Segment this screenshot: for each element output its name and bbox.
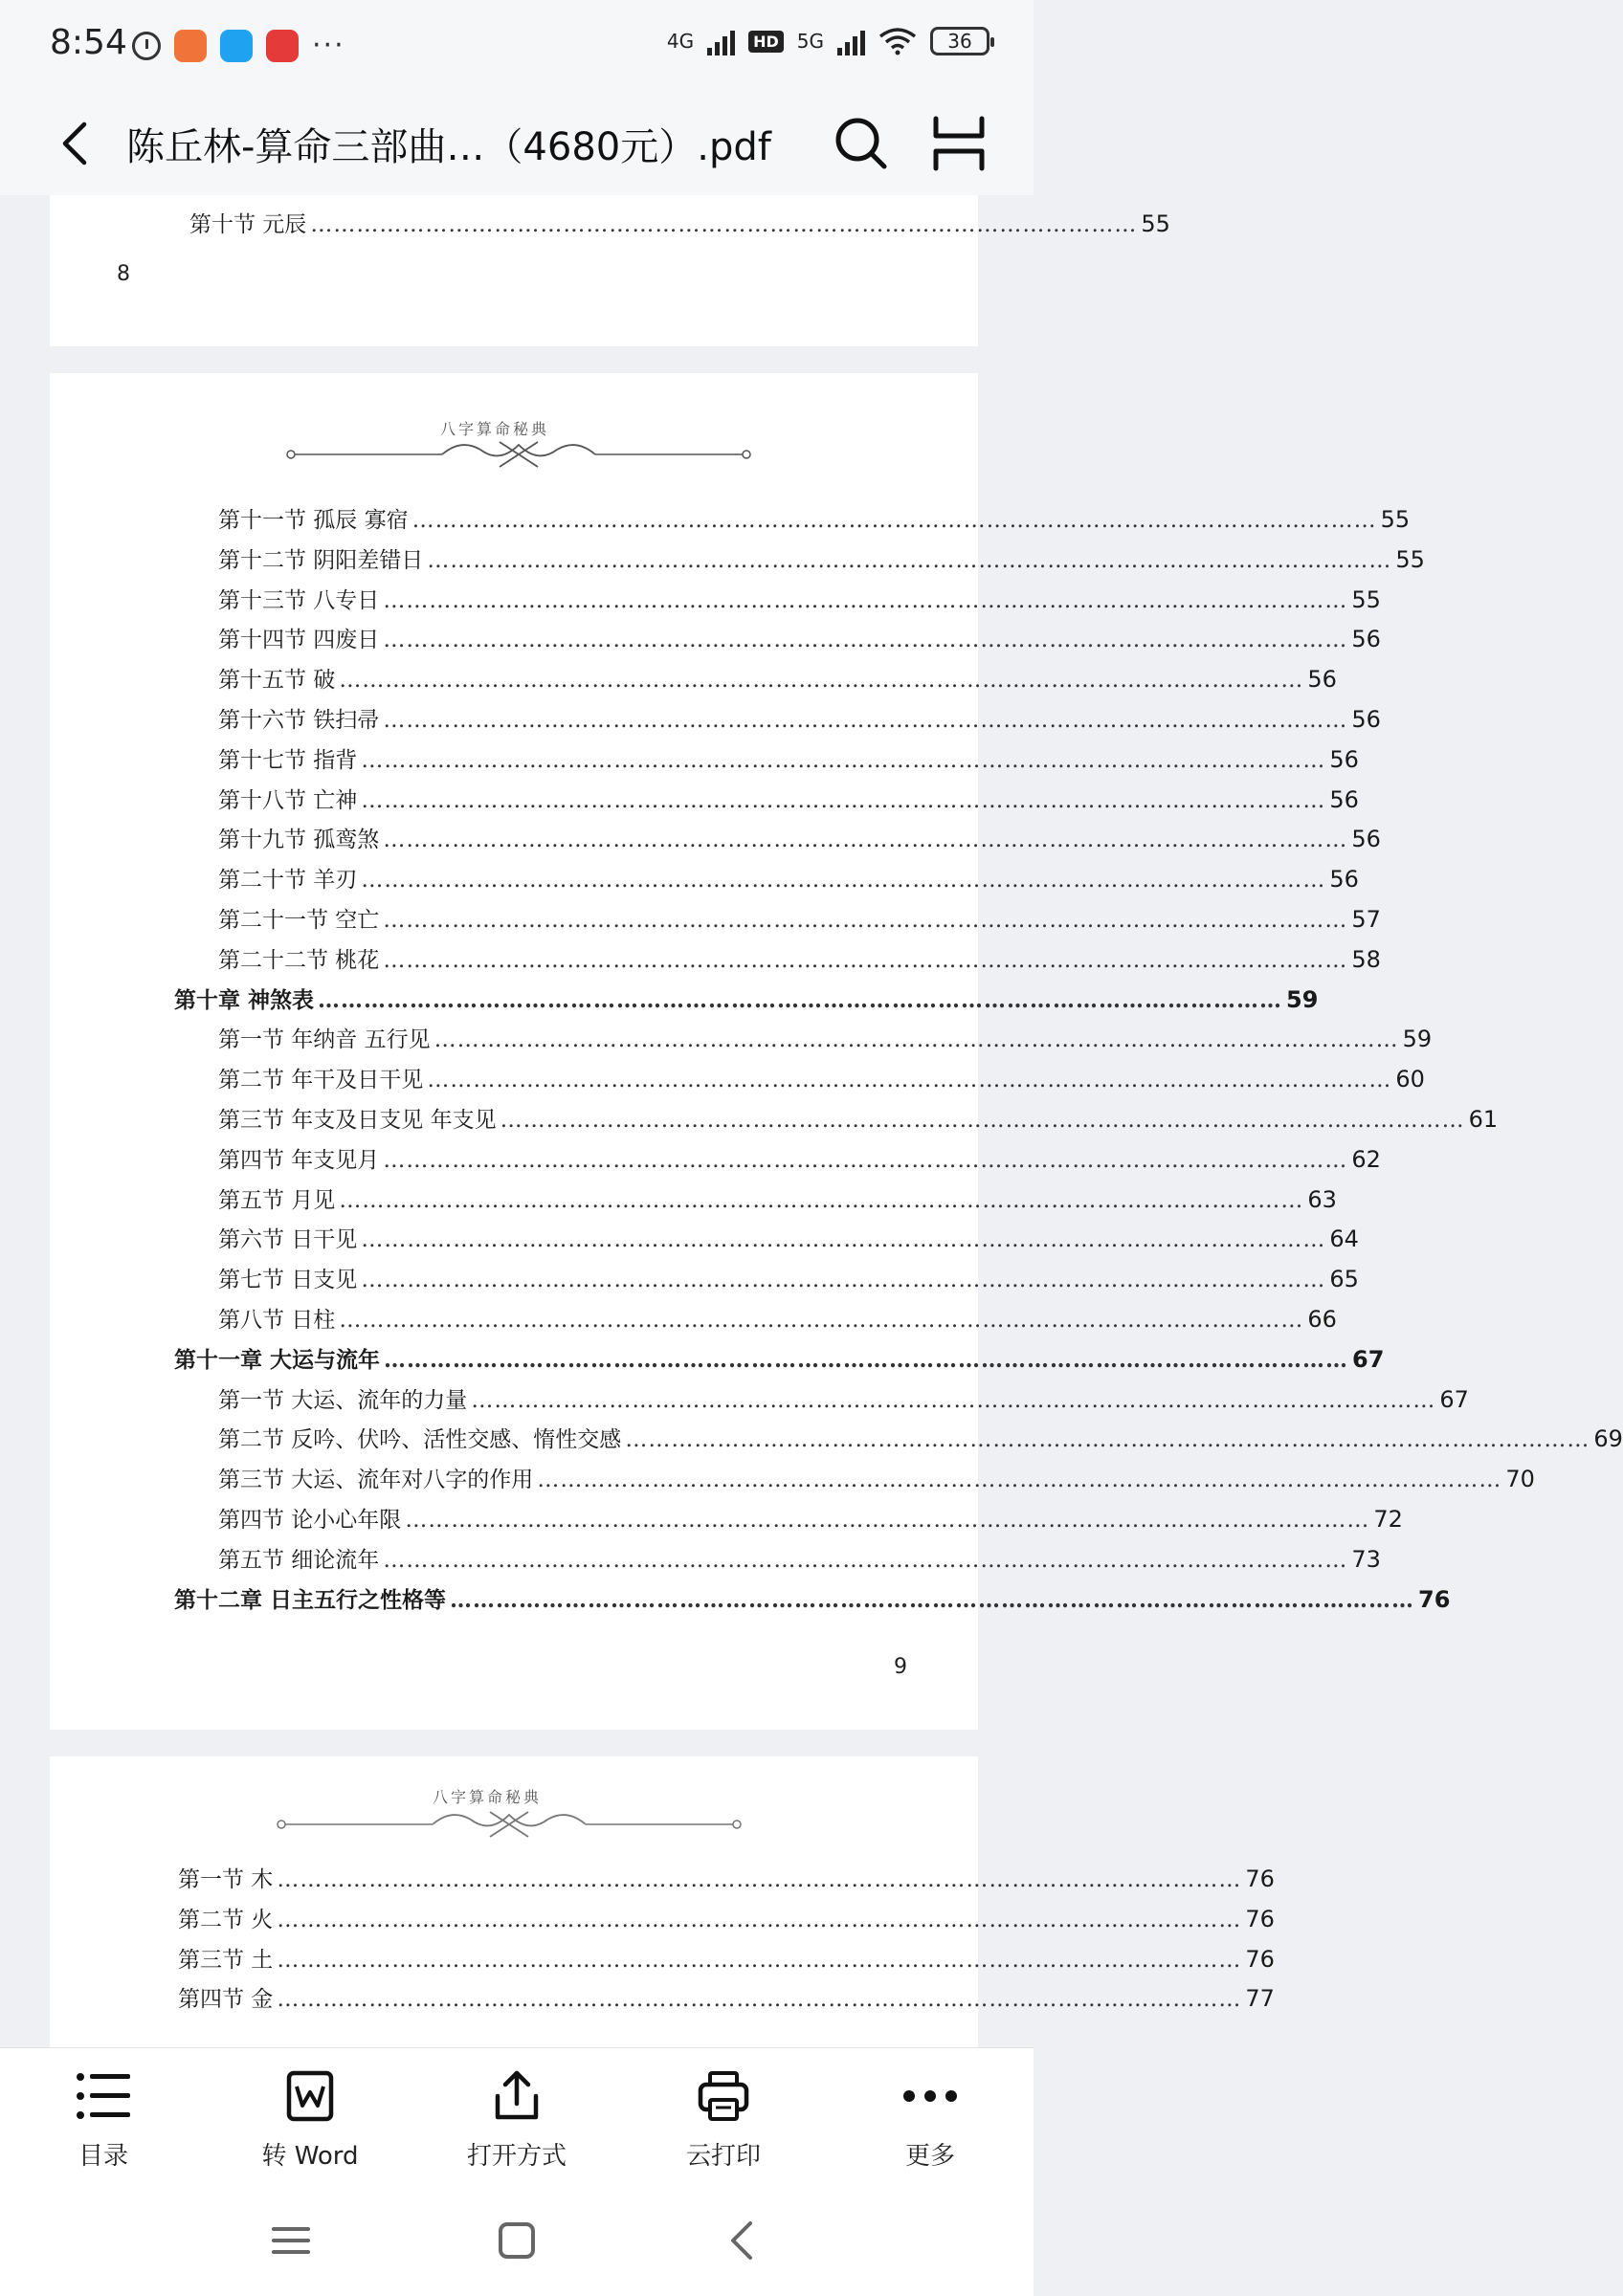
header-ornament-title: 八字算命秘典 xyxy=(440,420,550,438)
toc-entry-page: 73 xyxy=(1351,1545,1381,1573)
shopping-app-icon xyxy=(174,30,207,62)
toc-leader-dots: ……………………………………………………………………………………………………………… xyxy=(411,508,1377,533)
more-notifications-icon: ··· xyxy=(312,29,345,62)
toc-entry-label: 第三节 土 xyxy=(178,1947,274,1973)
header-ornament-icon xyxy=(270,1800,748,1848)
toc-entry-label: 第七节 日支见 xyxy=(218,1268,358,1293)
signal-icon-2 xyxy=(837,27,865,55)
toc-entry[interactable] xyxy=(218,542,1425,574)
battery-icon: 36 xyxy=(930,27,989,55)
toc-leader-dots: ……………………………………………………………………………………………………………… xyxy=(405,1508,1370,1533)
open-with-label: 打开方式 xyxy=(466,2142,567,2171)
toc-leader-dots: ……………………………………………………………………………………………………………… xyxy=(434,1027,1399,1053)
toc-entry-label: 第四节 金 xyxy=(178,1987,274,2013)
toc-entry-label: 第十七节 指背 xyxy=(218,747,358,773)
pdf-viewport[interactable] xyxy=(0,195,1623,2047)
toc-entry[interactable] xyxy=(218,862,1359,894)
toc-entry-label: 第十二节 阴阳差错日 xyxy=(218,547,424,573)
toc-entry-page: 56 xyxy=(1351,706,1381,733)
toc-entry-page: 56 xyxy=(1329,785,1359,813)
toc-leader-dots: ……………………………………………………………………………………………………………… xyxy=(361,747,1326,773)
alarm-icon xyxy=(132,32,161,60)
toc-entry-label: 第一节 年纳音 五行见 xyxy=(218,1027,431,1053)
toc-leader-dots: ……………………………………………………………………………………………………………… xyxy=(318,986,1283,1013)
toc-entry-page: 61 xyxy=(1468,1106,1499,1133)
more-icon xyxy=(901,2069,959,2123)
toc-entry-label: 第八节 日柱 xyxy=(218,1308,336,1333)
pdf-page-9 xyxy=(50,373,1623,1730)
toc-entry-label: 第十四节 四废日 xyxy=(218,628,380,653)
toc-entry-label: 第十一节 孤辰 寡宿 xyxy=(218,508,409,533)
toc-entry-label: 第十三节 八专日 xyxy=(218,587,380,613)
toc-entry-page: 59 xyxy=(1286,985,1319,1013)
toc-entry[interactable] xyxy=(178,1981,1275,2013)
toc-entry-page: 56 xyxy=(1329,745,1359,773)
page-layout-icon[interactable] xyxy=(928,113,989,174)
toc-entry[interactable] xyxy=(218,902,1381,934)
pdf-page-10 xyxy=(50,1756,1275,2063)
toc-entry-page: 59 xyxy=(1402,1026,1433,1053)
toc-entry-page: 67 xyxy=(1352,1345,1385,1373)
wifi-icon xyxy=(878,27,917,55)
toc-leader-dots: ……………………………………………………………………………………………………………… xyxy=(383,828,1348,853)
toc-entry-page: 63 xyxy=(1307,1185,1337,1213)
toc-leader-dots: ……………………………………………………………………………………………………………… xyxy=(361,868,1326,894)
toc-entry-label: 第一节 木 xyxy=(178,1867,274,1892)
network-label-5g: 5G xyxy=(796,30,824,53)
home-icon[interactable] xyxy=(496,2219,538,2262)
toc-entry-label: 第十六节 铁扫帚 xyxy=(218,708,380,733)
toc-entry-label: 第五节 细论流年 xyxy=(218,1547,380,1573)
toc-entry-label: 第十章 神煞表 xyxy=(174,986,315,1013)
toc-entry-page: 76 xyxy=(1418,1585,1451,1613)
toc-entry-label: 第十一章 大运与流年 xyxy=(174,1346,381,1373)
toc-chapter-entry[interactable] xyxy=(174,1342,1385,1374)
toc-leader-dots: ……………………………………………………………………………………………………………… xyxy=(383,1547,1348,1573)
chat-app-icon xyxy=(220,30,253,62)
toc-entry[interactable] xyxy=(218,1062,1425,1093)
page-number: 8 xyxy=(117,262,130,286)
network-label-4g: 4G xyxy=(666,30,695,53)
status-time: 8:54 xyxy=(50,23,127,62)
toc-entry-page: 76 xyxy=(1245,1945,1275,1973)
nav-back-icon[interactable] xyxy=(722,2219,764,2262)
toc-entry-page: 55 xyxy=(1395,545,1425,573)
toc-entry[interactable] xyxy=(218,822,1381,853)
toc-entry-label: 第十八节 亡神 xyxy=(218,787,358,813)
toc-entry[interactable] xyxy=(178,1902,1275,1933)
toc-leader-dots: ……………………………………………………………………………………………………………… xyxy=(383,1147,1348,1173)
toc-entry[interactable]: 第十节 元辰 ……………………………………………………………………………………………… 55 xyxy=(189,210,1170,237)
more-button[interactable] xyxy=(844,2069,1016,2172)
toc-entry-page: 67 xyxy=(1439,1385,1469,1413)
toc-entry-page: 56 xyxy=(1329,866,1359,894)
toc-entry-page: 56 xyxy=(1307,666,1337,694)
toc-leader-dots: ……………………………………………………………………………………………………………… xyxy=(450,1586,1415,1613)
toc-entry-label: 第二十节 羊刃 xyxy=(218,868,358,894)
toc-leader-dots: ……………………………………………………………………………………………………………… xyxy=(537,1468,1502,1493)
toc-entry-page: 60 xyxy=(1395,1066,1425,1093)
toc-entry-label: 第三节 年支及日支见 年支见 xyxy=(218,1108,497,1133)
toc-entry[interactable] xyxy=(218,702,1381,734)
toc-entry-label: 第五节 月见 xyxy=(218,1187,336,1213)
more-label: 更多 xyxy=(904,2142,955,2171)
toc-entry[interactable] xyxy=(218,1302,1337,1334)
cloud-print-button[interactable] xyxy=(637,2069,810,2172)
toc-entry-page: 56 xyxy=(1351,626,1381,653)
toc-entry-label: 第十五节 破 xyxy=(218,668,336,694)
toc-leader-dots: ……………………………………………………………………………………………………………… xyxy=(383,587,1348,613)
toc-leader-dots: ……………………………………………………………………………………………………………… xyxy=(384,1346,1349,1373)
toc-entry[interactable] xyxy=(218,1222,1359,1253)
toc-entry-page: 77 xyxy=(1245,1985,1275,2013)
toc-chapter-entry[interactable] xyxy=(174,1582,1451,1614)
toc-entry[interactable] xyxy=(218,1142,1381,1174)
toc-entry-page: 57 xyxy=(1351,906,1381,933)
convert-word-label: 转 Word xyxy=(261,2142,359,2171)
toc-entry[interactable] xyxy=(218,622,1381,653)
header-ornament-icon xyxy=(279,430,758,478)
toc-entry-label: 第十九节 孤鸾煞 xyxy=(218,828,380,853)
toc-entry[interactable] xyxy=(218,783,1359,814)
toc-entry-label: 第二十一节 空亡 xyxy=(218,908,380,933)
toc-entry[interactable] xyxy=(218,1102,1499,1134)
toc-entry[interactable] xyxy=(178,1942,1275,1974)
toc-leader-dots: ……………………………………………………………………………………………………………… xyxy=(383,947,1348,973)
convert-word-button[interactable] xyxy=(224,2069,396,2172)
toc-entry[interactable] xyxy=(218,1422,1623,1453)
toc-entry[interactable] xyxy=(218,1182,1337,1214)
toc-entry[interactable] xyxy=(218,1502,1403,1534)
toc-button[interactable] xyxy=(17,2069,189,2172)
toc-leader-dots: ……………………………………………………………………………………………………………… xyxy=(361,787,1326,813)
toc-entry[interactable] xyxy=(218,742,1359,774)
printer-icon xyxy=(697,2069,750,2123)
toc-entry-label: 第一节 大运、流年的力量 xyxy=(218,1387,468,1413)
bottom-toolbar xyxy=(0,2047,1034,2192)
toc-entry-page: 65 xyxy=(1329,1266,1359,1293)
toc-entry-label: 第十二章 日主五行之性格等 xyxy=(174,1586,447,1613)
toc-entry-label: 第四节 年支见月 xyxy=(218,1147,380,1173)
toc-leader-dots: ……………………………………………………………………………………………………………… xyxy=(361,1227,1326,1253)
toc-leader-dots: ……………………………………………………………………………………………………………… xyxy=(277,1907,1242,1932)
toc-leader-dots: ……………………………………………………………………………………………………………… xyxy=(383,628,1348,653)
toc-leader-dots: ……………………………………………………………………………………………………………… xyxy=(625,1427,1590,1453)
status-system-icons xyxy=(667,27,989,55)
toc-entry-label: 第二节 反吟、伏吟、活性交感、惰性交感 xyxy=(218,1427,622,1453)
toc-leader-dots: ……………………………………………………………………………………………………………… xyxy=(277,1867,1242,1892)
toc-leader-dots: ……………………………………………………………………………………………………………… xyxy=(427,547,1392,573)
toc-entry-page: 56 xyxy=(1351,826,1381,853)
pdf-page-8 xyxy=(50,195,1170,346)
signal-icon xyxy=(707,27,735,55)
toc-entry-page: 55 xyxy=(1351,585,1381,613)
news-app-icon xyxy=(266,30,299,62)
toc-entry-page: 58 xyxy=(1351,945,1381,973)
toc-leader-dots: ……………………………………………………………………………………………………………… xyxy=(427,1068,1392,1093)
status-notification-icons xyxy=(132,29,345,62)
document-title: 陈丘林-算命三部曲…（4680元）.pdf xyxy=(126,125,771,169)
toc-entry[interactable] xyxy=(218,583,1381,614)
toc-leader-dots: ……………………………………………………………………………………………………………… xyxy=(361,1268,1326,1293)
toc-leader-dots: ……………………………………………………………………………………………………………… xyxy=(339,1308,1304,1333)
toc-leader-dots: ……………………………………………………………………………………………………………… xyxy=(383,908,1348,933)
system-nav-bar xyxy=(0,2191,1034,2296)
word-convert-icon xyxy=(283,2069,337,2123)
toc-entry[interactable] xyxy=(218,662,1337,694)
toc-entry[interactable] xyxy=(218,1542,1381,1574)
toc-entry-label: 第二节 年干及日干见 xyxy=(218,1068,424,1093)
toc-entry-page: 62 xyxy=(1351,1145,1381,1173)
toc-entry[interactable] xyxy=(218,942,1381,974)
toc-entry[interactable] xyxy=(218,1382,1469,1414)
toc-entry-page: 66 xyxy=(1307,1306,1337,1333)
cloud-print-label: 云打印 xyxy=(685,2142,761,2171)
list-icon xyxy=(75,2069,132,2123)
toc-leader-dots: ……………………………………………………………………………………………………………… xyxy=(277,1947,1242,1973)
toc-entry[interactable] xyxy=(218,1262,1359,1293)
toc-entry-page: 55 xyxy=(1380,506,1411,533)
status-bar xyxy=(0,0,1034,92)
recent-apps-icon[interactable] xyxy=(270,2219,312,2262)
toc-leader-dots: ……………………………………………………………………………………………………………… xyxy=(339,668,1304,694)
toc-button-label: 目录 xyxy=(78,2142,128,2171)
toc-entry-page: 70 xyxy=(1505,1466,1535,1493)
hd-badge: HD xyxy=(748,31,784,53)
toc-entry-page: 76 xyxy=(1245,1905,1275,1932)
toc-leader-dots: ……………………………………………………………………………………………………………… xyxy=(471,1387,1436,1413)
search-icon[interactable] xyxy=(831,113,892,174)
viewer-header xyxy=(0,92,1034,195)
open-with-button[interactable] xyxy=(431,2069,603,2172)
page-number: 9 xyxy=(894,1655,907,1679)
toc-leader-dots: ……………………………………………………………………………………………………………… xyxy=(339,1187,1304,1213)
toc-chapter-entry[interactable] xyxy=(174,982,1319,1014)
toc-entry-label: 第二节 火 xyxy=(178,1907,274,1932)
toc-entry-label: 第六节 日干见 xyxy=(218,1227,358,1253)
toc-entry-label: 第三节 大运、流年对八字的作用 xyxy=(218,1468,534,1493)
toc-entry-label: 第四节 论小心年限 xyxy=(218,1508,402,1533)
back-icon[interactable] xyxy=(48,115,105,172)
toc-entry[interactable] xyxy=(218,1462,1535,1493)
toc-leader-dots: ……………………………………………………………………………………………………………… xyxy=(277,1987,1242,2013)
toc-entry-page: 64 xyxy=(1329,1225,1359,1253)
toc-entry-label: 第二十二节 桃花 xyxy=(218,947,380,973)
toc-entry[interactable] xyxy=(218,502,1411,534)
toc-entry-page: 69 xyxy=(1593,1425,1623,1453)
share-icon xyxy=(490,2069,544,2123)
toc-leader-dots: ……………………………………………………………………………………………………………… xyxy=(383,708,1348,733)
toc-entry[interactable] xyxy=(178,1862,1275,1893)
toc-entry-page: 76 xyxy=(1245,1866,1275,1892)
toc-leader-dots: ……………………………………………………………………………………………………………… xyxy=(500,1108,1465,1133)
header-ornament-title: 八字算命秘典 xyxy=(433,1788,543,1806)
toc-entry[interactable] xyxy=(218,1022,1433,1053)
toc-entry-page: 72 xyxy=(1373,1506,1403,1533)
